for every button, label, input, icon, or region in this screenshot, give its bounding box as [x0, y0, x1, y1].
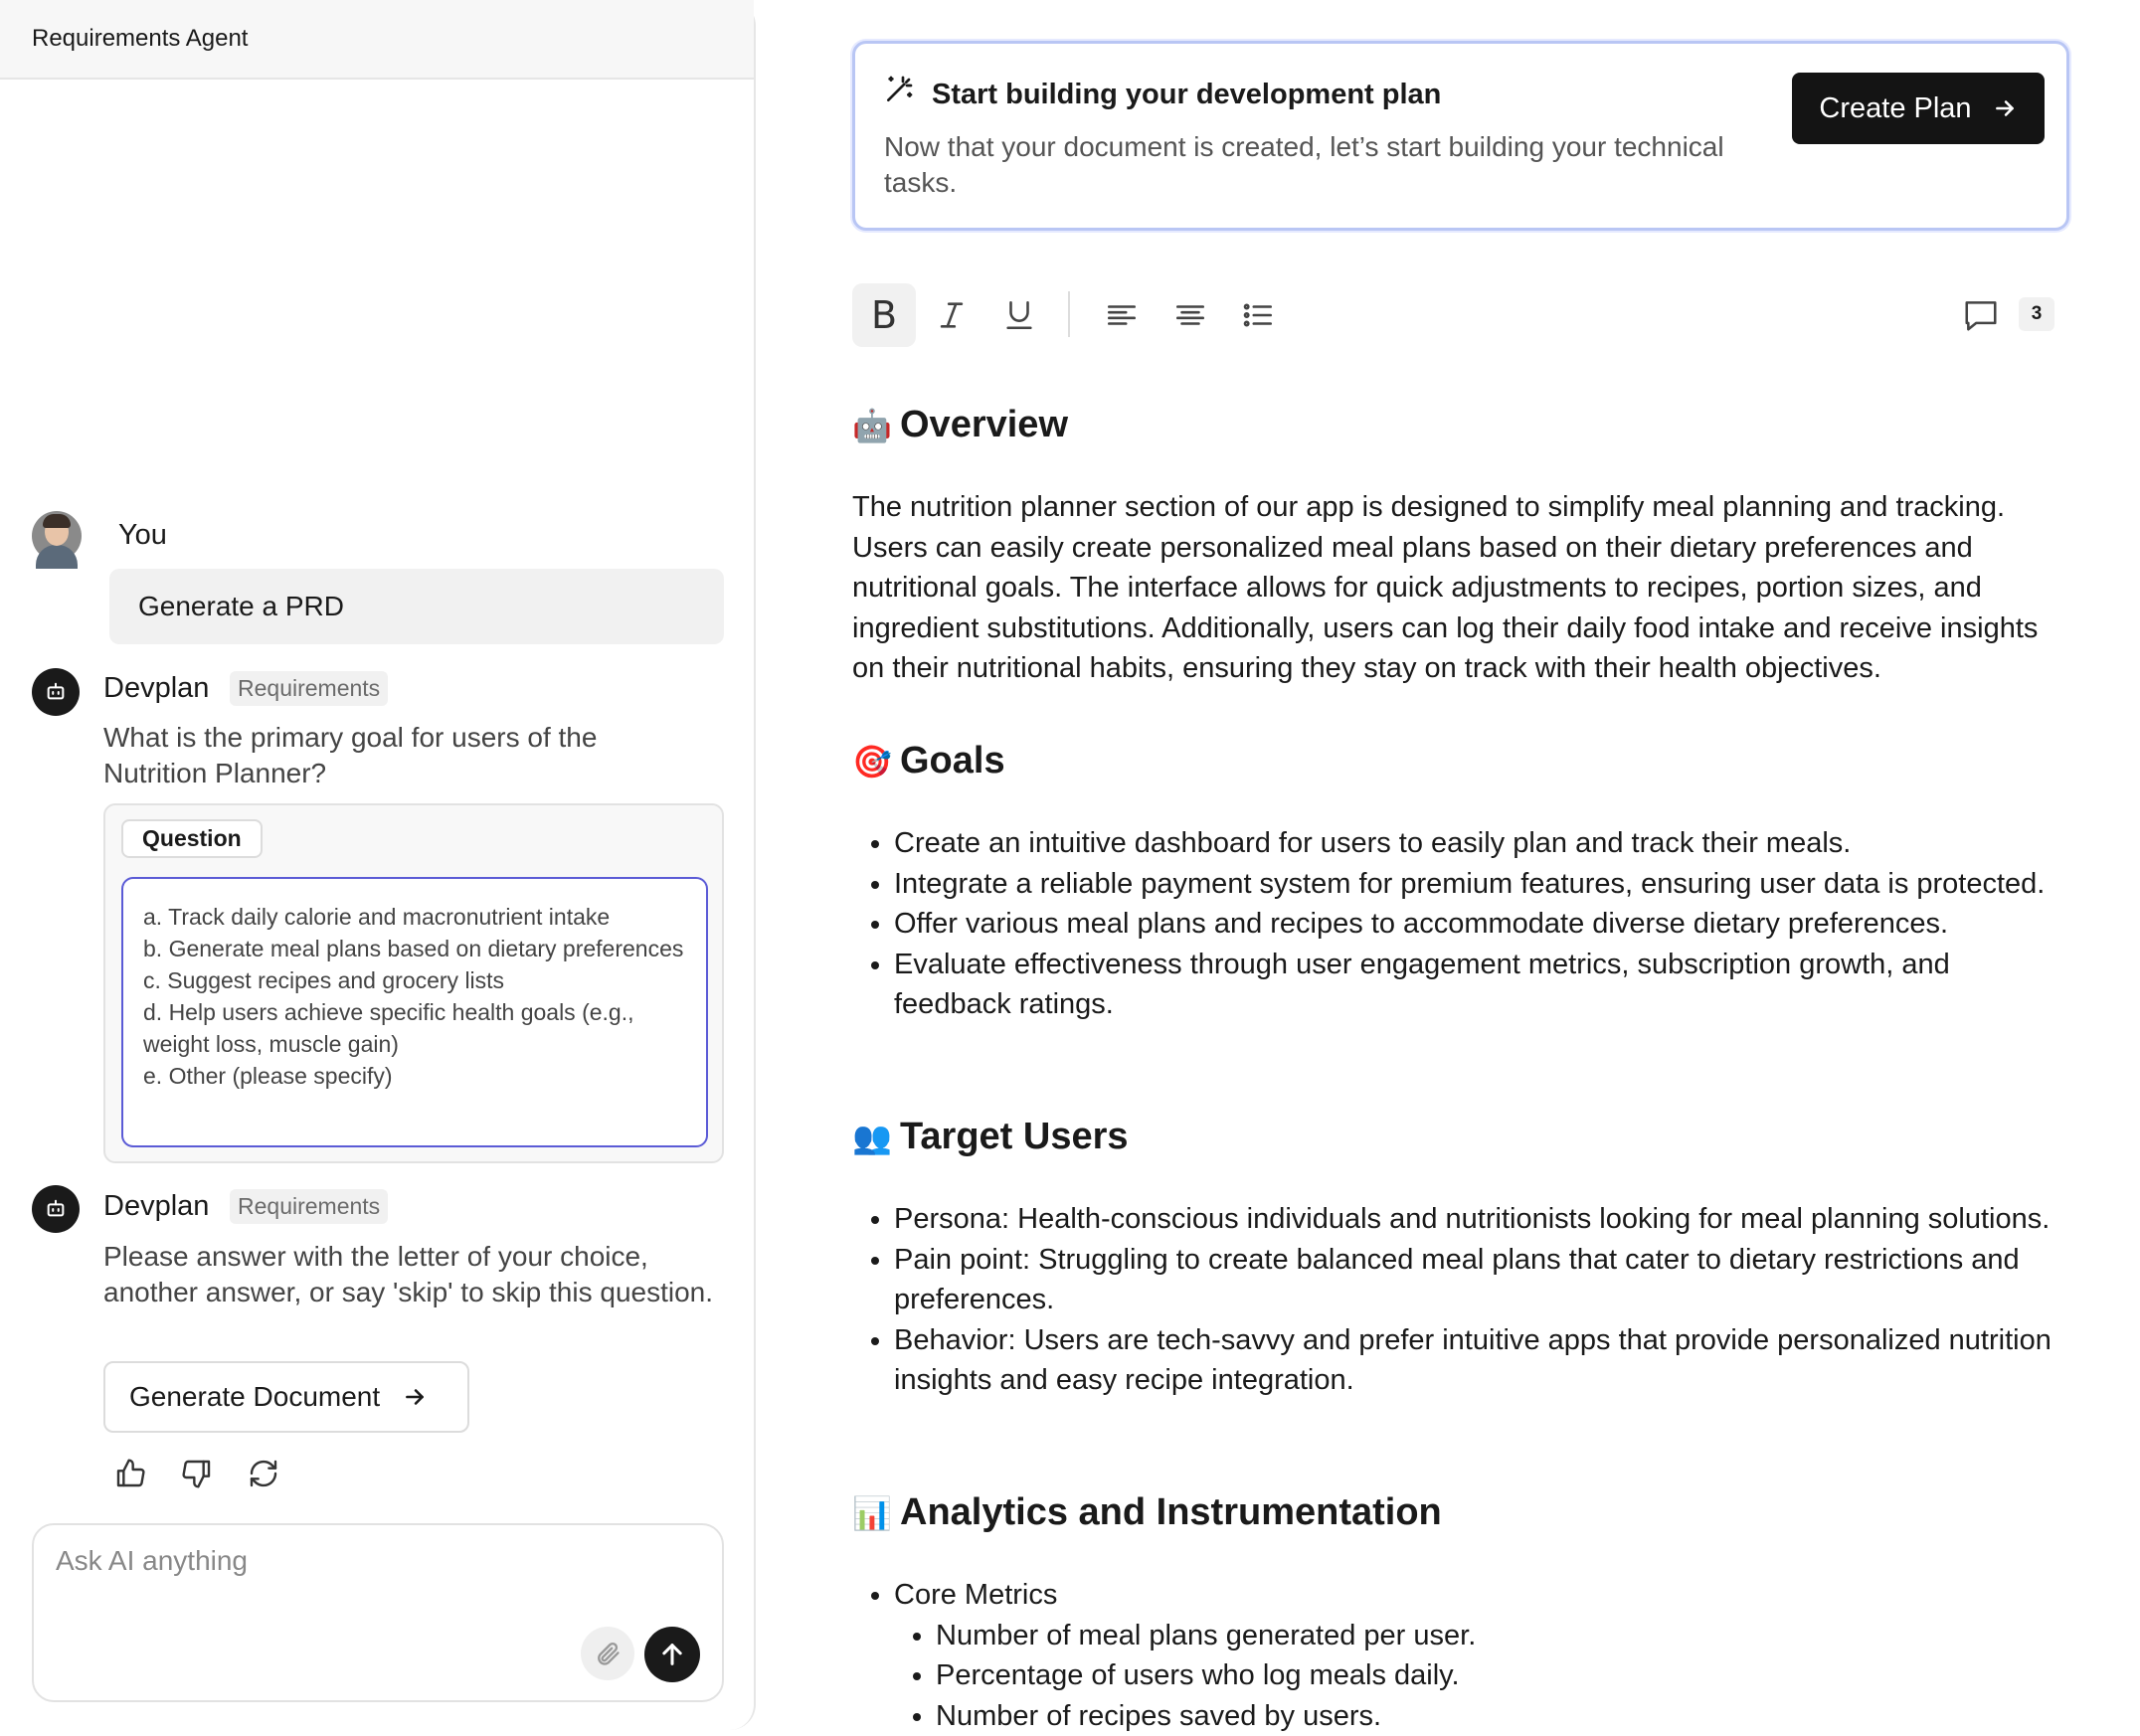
- list-item: • Percentage of users who log meals daily.: [936, 1655, 2067, 1696]
- robot-icon: [45, 681, 67, 703]
- document-body: [852, 394, 2085, 1712]
- thumbs-up-button[interactable]: [110, 1454, 150, 1493]
- list-item: • Persona: Health-conscious individuals and nutritionists looking for meal planning solutions.: [894, 1199, 2067, 1240]
- italic-icon: [935, 298, 969, 332]
- target-users-heading: [852, 1116, 1129, 1158]
- bot-avatar: [32, 668, 80, 716]
- core-metrics-list: [894, 1616, 2067, 1736]
- bot-instruction-text: Please answer with the letter of your choice, another answer, or say 'skip' to skip this question.: [103, 1239, 720, 1310]
- bot-avatar: [32, 1185, 80, 1233]
- magic-wand-icon: [883, 74, 915, 105]
- list-item: • Integrate a reliable payment system for premium features, ensuring user data is protected.: [894, 864, 2067, 905]
- arrow-right-icon: [1992, 95, 2018, 121]
- generate-document-button[interactable]: [103, 1361, 469, 1433]
- list-item: [894, 1575, 2067, 1736]
- requirements-tag: Requirements: [230, 1189, 388, 1224]
- analytics-heading-text: Analytics and Instrumentation: [900, 1491, 1442, 1534]
- underline-button[interactable]: [987, 283, 1051, 347]
- refresh-icon: [248, 1458, 279, 1489]
- comment-count-badge: 3: [2019, 297, 2054, 331]
- regenerate-button[interactable]: [244, 1454, 283, 1493]
- option-d: d. Help users achieve specific health goals (e.g., weight loss, muscle gain): [143, 996, 686, 1060]
- analytics-list: [894, 1575, 2067, 1736]
- align-left-icon: [1105, 298, 1139, 332]
- bot-question-text: What is the primary goal for users of the Nutrition Planner?: [103, 720, 700, 791]
- question-label: Question: [121, 819, 263, 858]
- paperclip-icon: [594, 1640, 622, 1667]
- goals-heading-text: Goals: [900, 740, 1005, 782]
- bullet-list-icon: [1241, 298, 1275, 332]
- list-item: • Behavior: Users are tech-savvy and prefer intuitive apps that provide personalized nutrition insights and easy recipe integration.: [894, 1320, 2067, 1401]
- bold-button[interactable]: [852, 283, 916, 347]
- option-c: c. Suggest recipes and grocery lists: [143, 964, 686, 996]
- users-emoji-icon: 👥: [852, 1119, 890, 1156]
- target-users-heading-text: Target Users: [900, 1116, 1129, 1158]
- chart-emoji-icon: 📊: [852, 1494, 890, 1532]
- create-plan-banner: [852, 41, 2069, 231]
- robot-icon: [45, 1198, 67, 1220]
- goals-list: [894, 823, 2067, 1025]
- option-b: b. Generate meal plans based on dietary preferences: [143, 933, 686, 964]
- target-emoji-icon: 🎯: [852, 743, 890, 781]
- attach-button[interactable]: [581, 1627, 634, 1680]
- bullet-list-button[interactable]: [1226, 283, 1290, 347]
- banner-title: Start building your development plan: [932, 79, 1441, 111]
- option-a: a. Track daily calorie and macronutrient intake: [143, 901, 686, 933]
- list-item: • Evaluate effectiveness through user engagement metrics, subscription growth, and feedback ratings.: [894, 945, 2067, 1025]
- overview-paragraph: The nutrition planner section of our app is designed to simplify meal planning and tracking. Users can easily create personalized meal plans based on their dietary preferences and nutritional goals. The interface allows for quick adjustments to recipes, portion sizes, and ingredient substitutions. Additionally, users can log their daily food intake and receive insights on their nutritional habits, ensuring they stay on track with their health objectives.: [852, 487, 2065, 689]
- question-card: [103, 803, 724, 1163]
- robot-emoji-icon: 🤖: [852, 407, 890, 444]
- create-plan-label: Create Plan: [1819, 92, 1971, 125]
- user-sender-name: You: [118, 519, 167, 552]
- list-item: • Pain point: Struggling to create balanced meal plans that cater to dietary restrictions and preferences.: [894, 1240, 2067, 1320]
- banner-description: Now that your document is created, let’s start building your technical tasks.: [884, 129, 1739, 201]
- user-avatar: [32, 511, 82, 561]
- list-item: • Number of meal plans generated per user.: [936, 1616, 2067, 1656]
- option-e: e. Other (please specify): [143, 1060, 686, 1092]
- overview-heading-text: Overview: [900, 404, 1068, 446]
- chat-input[interactable]: [56, 1545, 692, 1605]
- thumbs-down-button[interactable]: [177, 1454, 217, 1493]
- align-center-button[interactable]: [1159, 283, 1222, 347]
- generate-document-label: Generate Document: [129, 1381, 380, 1413]
- align-center-icon: [1173, 298, 1207, 332]
- overview-heading: [852, 404, 1068, 446]
- bold-icon: B: [871, 293, 897, 337]
- bot-sender-name: Devplan: [103, 1190, 209, 1223]
- align-left-button[interactable]: [1090, 283, 1154, 347]
- chat-input-box: [32, 1523, 724, 1702]
- thumbs-down-icon: [181, 1458, 213, 1489]
- comment-icon: [1962, 296, 2000, 334]
- list-item: • Offer various meal plans and recipes to accommodate diverse dietary preferences.: [894, 904, 2067, 945]
- question-options: [121, 877, 708, 1147]
- formatting-toolbar: [852, 283, 2069, 347]
- core-metrics-label: Core Metrics: [894, 1579, 1057, 1611]
- target-users-list: [894, 1199, 2067, 1401]
- user-message-text: Generate a PRD: [138, 591, 344, 622]
- send-button[interactable]: [644, 1627, 700, 1682]
- bot-sender-name: Devplan: [103, 672, 209, 705]
- chat-header-title: Requirements Agent: [32, 25, 248, 53]
- arrow-up-icon: [658, 1641, 686, 1668]
- toolbar-separator: [1068, 291, 1070, 337]
- italic-button[interactable]: [920, 283, 983, 347]
- underline-icon: [1002, 298, 1036, 332]
- chat-panel: [0, 0, 756, 1730]
- create-plan-button[interactable]: [1792, 73, 2045, 144]
- analytics-heading: [852, 1491, 1442, 1534]
- list-item: • Create an intuitive dashboard for users to easily plan and track their meals.: [894, 823, 2067, 864]
- list-item: • Number of recipes saved by users.: [936, 1696, 2067, 1736]
- comments-button[interactable]: [1949, 283, 2013, 347]
- thumbs-up-icon: [114, 1458, 146, 1489]
- arrow-right-icon: [402, 1384, 428, 1410]
- requirements-tag: Requirements: [230, 671, 388, 706]
- user-message-bubble: [109, 569, 724, 644]
- chat-header: [0, 0, 754, 80]
- goals-heading: [852, 740, 1005, 782]
